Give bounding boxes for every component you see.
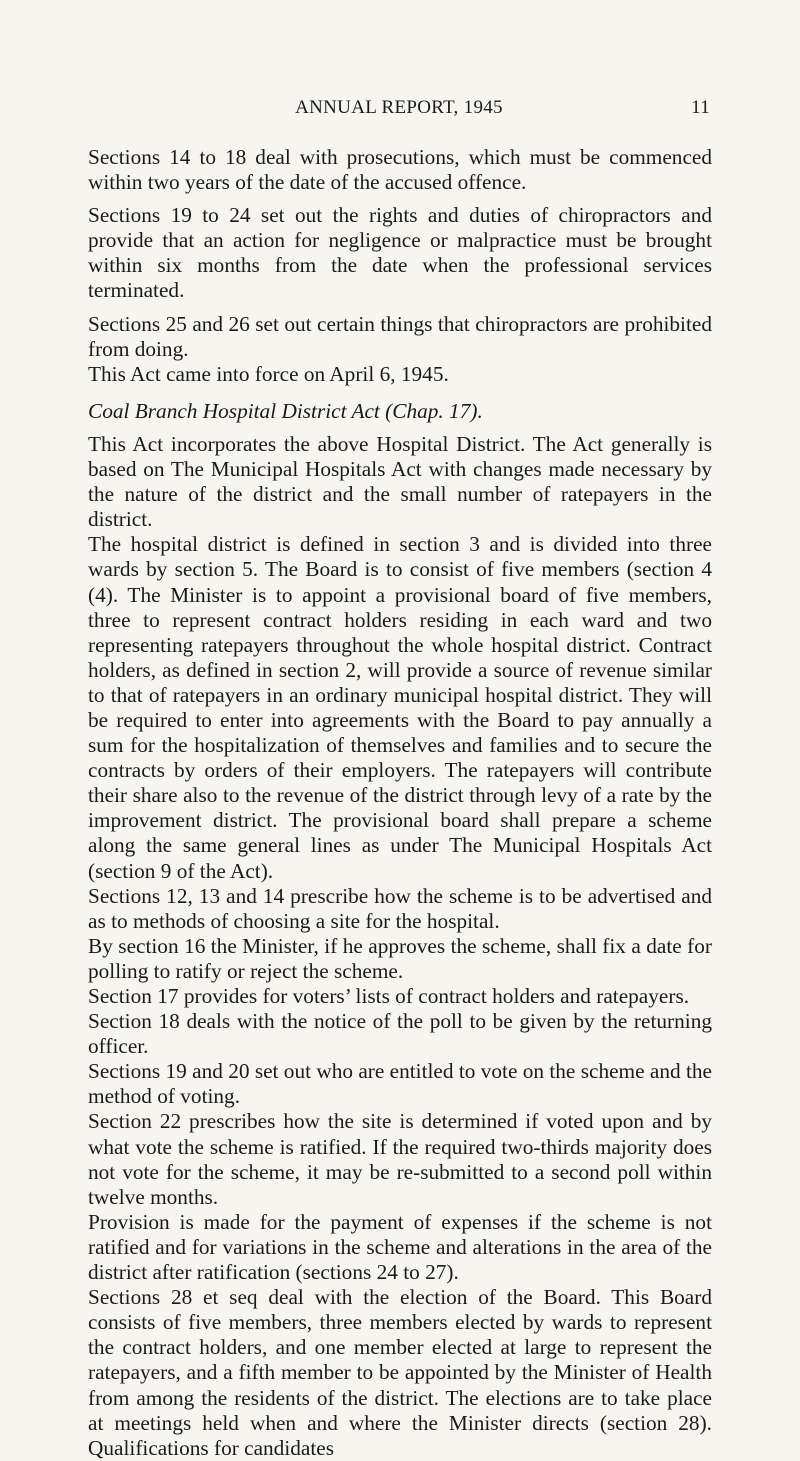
page-number: 11 [691,97,710,118]
paragraph: By section 16 the Minister, if he approves the scheme, shall fix a date for polling to ratify or reject the scheme. [88,933,712,983]
paragraph: Section 18 deals with the notice of the poll to be given by the returning officer. [88,1009,712,1059]
paragraph: This Act incorporates the above Hospital District. The Act generally is based on The Municipal Hospitals Act with changes made necessary by the nature of the district and the small number of ratepayers in the district. [88,431,712,532]
paragraph: Section 22 prescribes how the site is determined if voted upon and by what vote the scheme is ratified. If the required two-thirds majority does not vote for the scheme, it may be re-submitted to a second poll within twelve months. [88,1109,712,1209]
paragraph: Provision is made for the payment of expenses if the scheme is not ratified and for variations in the scheme and alterations in the area of the district after ratification (sections 24 to 27). [88,1209,712,1285]
paragraph: Sections 25 and 26 set out certain things that chiropractors are prohibited from doing. [88,311,712,361]
paragraph: Sections 14 to 18 deal with prosecutions, which must be commenced within two years of the date of the accused offence. [88,145,712,195]
paragraph: Sections 19 to 24 set out the rights and duties of chiropractors and provide that an action for negligence or malpractice must be brought within six months from the date when the professional services terminated. [88,203,712,303]
paragraph: The hospital district is defined in section 3 and is divided into three wards by section 5. The Board is to consist of five members (section 4 (4). The Minister is to appoint a provisional board of five members, three to represent contract holders residing in each ward and two representing ratepayers throughout the whole hospital district. Contract holders, as defined in section 2, will provide a source of revenue similar to that of ratepayers in an ordinary municipal hospital district. They will be required to enter into agreements with the Board to pay annually a sum for the hospitalization of themselves and families and to secure the contracts by orders of their employers. The ratepayers will contribute their share also to the revenue of the district through levy of a rate by the improvement district. The provisional board shall prepare a scheme along the same general lines as under The Municipal Hospitals Act (section 9 of the Act). [88,532,712,883]
running-header [88,97,710,121]
page-title: ANNUAL REPORT, 1945 [295,97,503,118]
paragraph: Sections 19 and 20 set out who are entitled to vote on the scheme and the method of voting. [88,1059,712,1109]
paragraph: Sections 12, 13 and 14 prescribe how the scheme is to be advertised and as to methods of choosing a site for the hospital. [88,883,712,933]
paragraph: This Act came into force on April 6, 1945. [88,361,449,386]
body-text [88,145,712,1461]
section-heading: Coal Branch Hospital District Act (Chap. 17). [88,398,483,423]
paragraph: Sections 28 et seq deal with the election of the Board. This Board consists of five members, three members elected by wards to represent the contract holders, and one member elected at large to represent the ratepayers, and a fifth member to be appointed by the Minister of Health from among the residents of the district. The elections are to take place at meetings held when and where the Minister directs (section 28). Qualifications for candidates [88,1285,712,1460]
paragraph: Section 17 provides for voters’ lists of contract holders and ratepayers. [88,984,690,1008]
